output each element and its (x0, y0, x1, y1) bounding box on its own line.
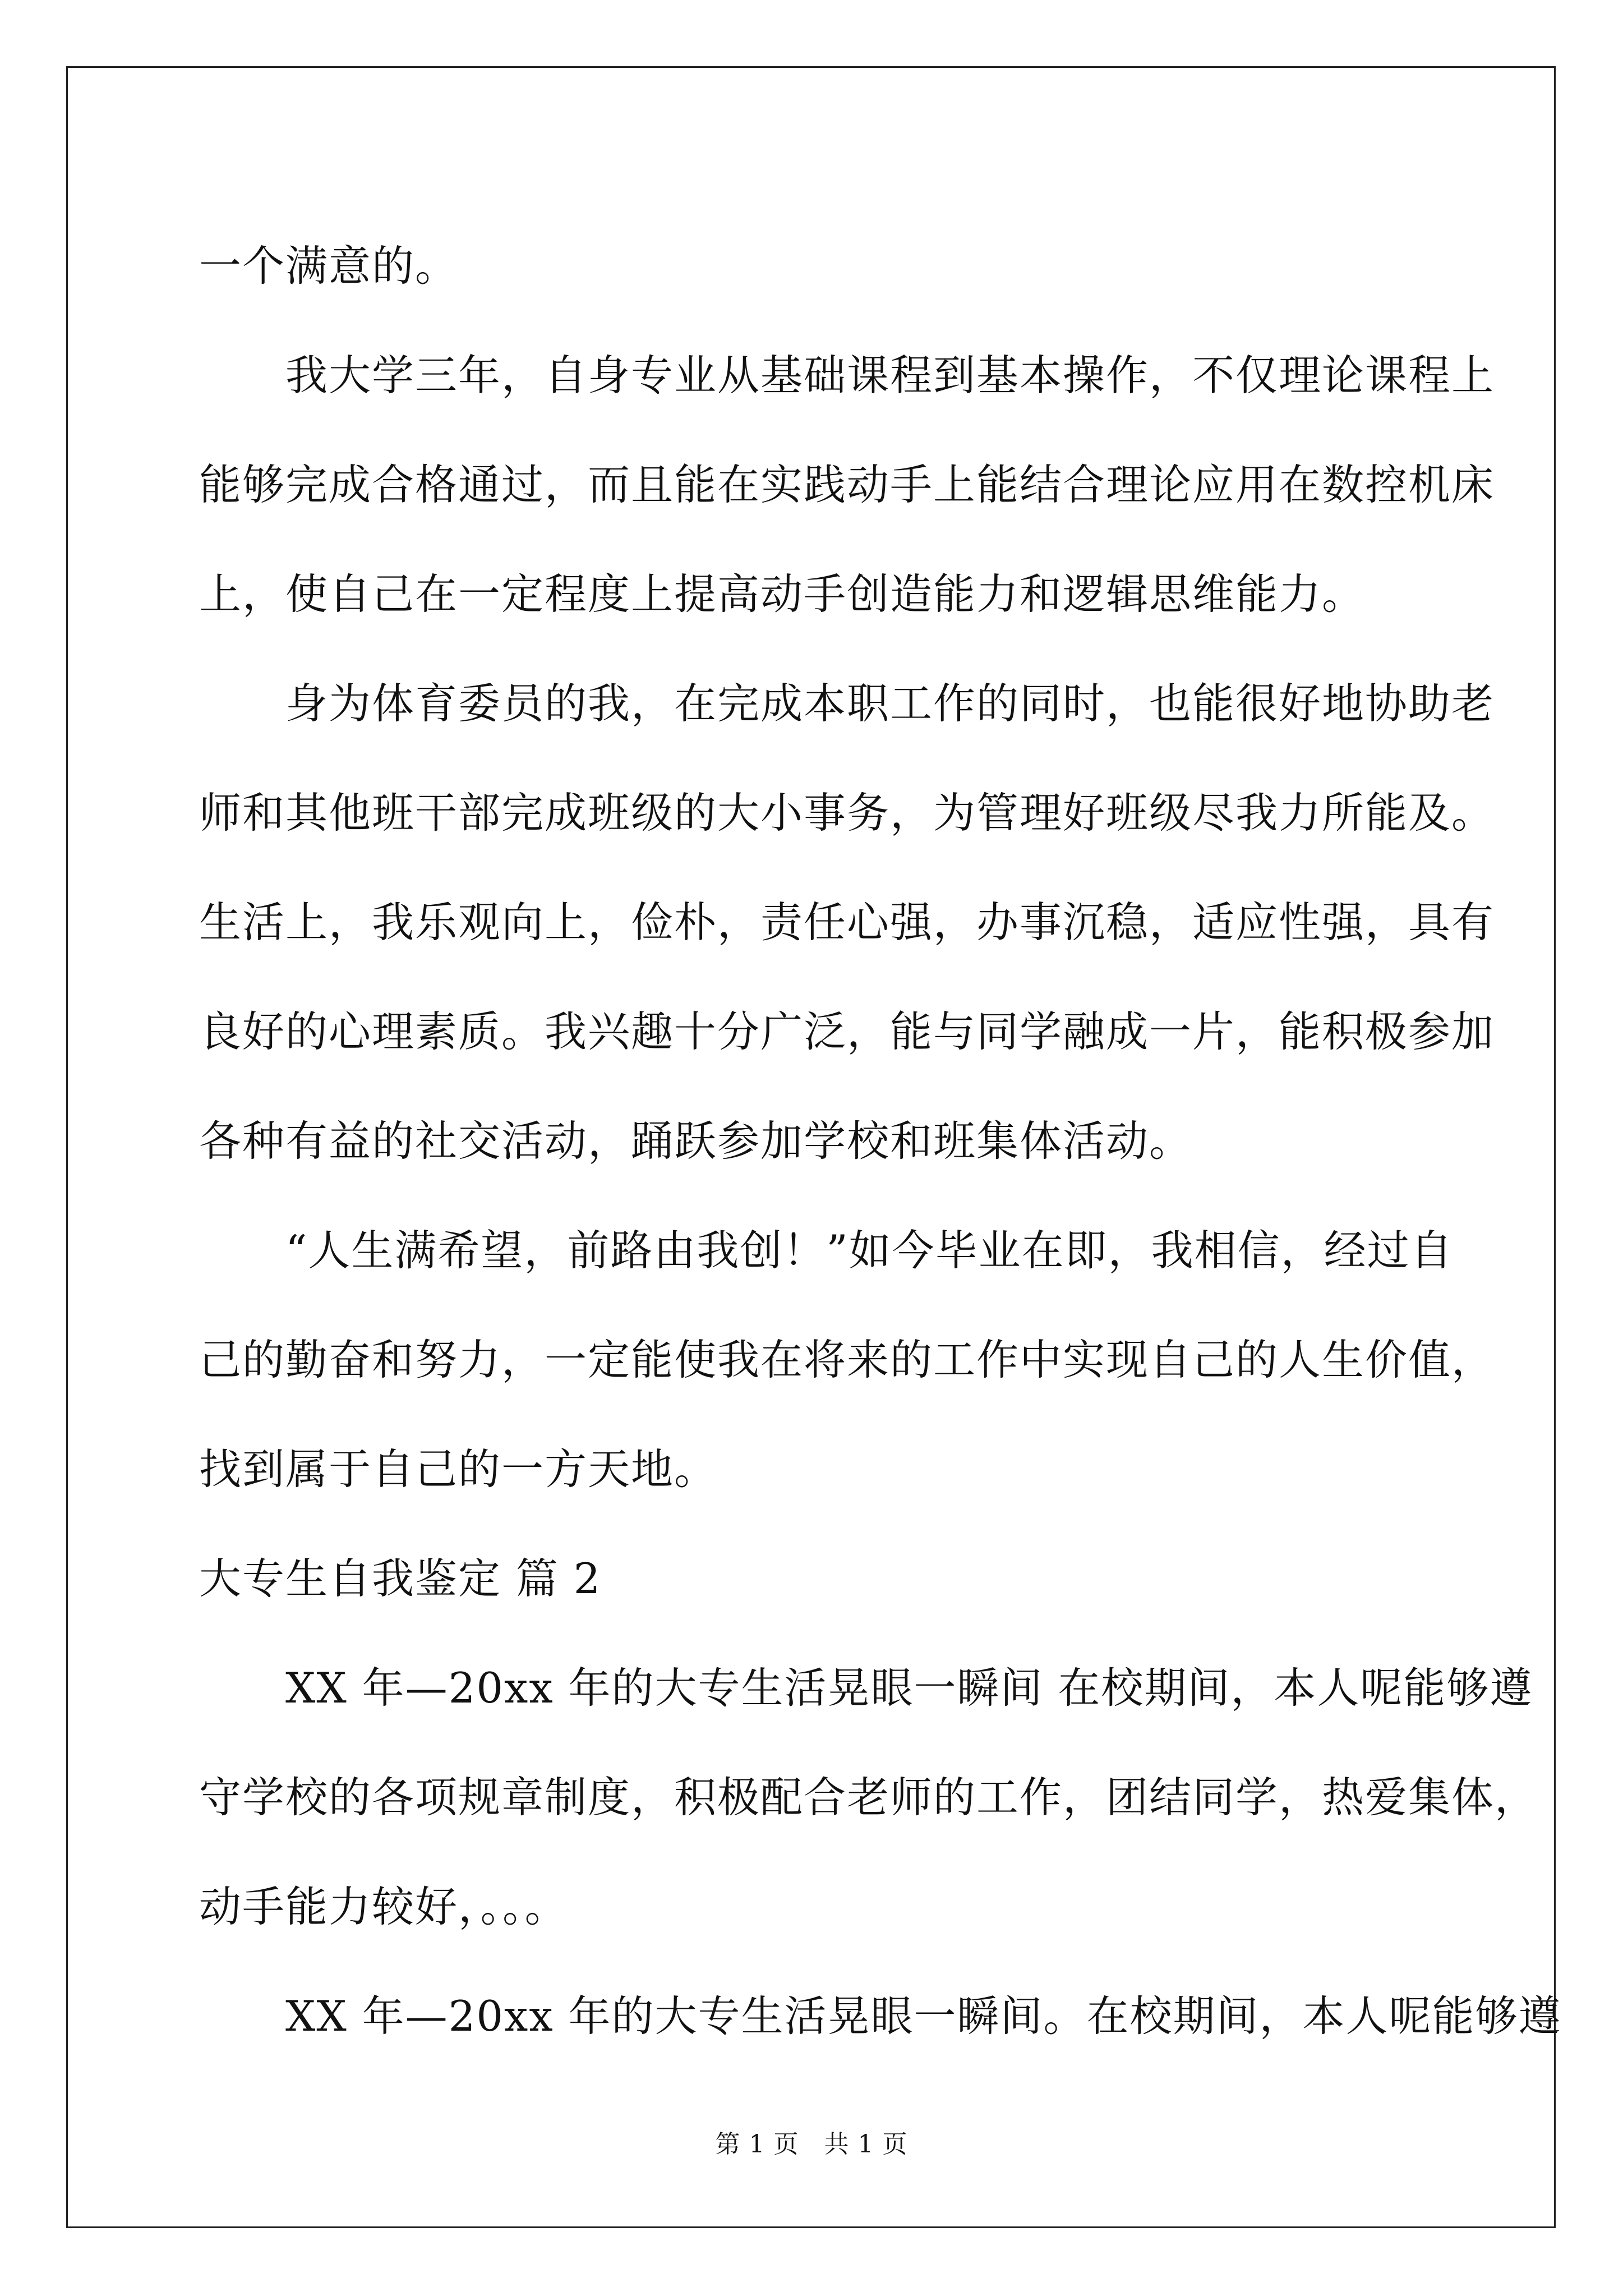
text-line: 良好的心理素质。我兴趣十分广泛，能与同学融成一片，能积极参加 (199, 1007, 1495, 1056)
text-line: 身为体育委员的我，在完成本职工作的同时，也能很好地协助老 (199, 679, 1495, 728)
text-line: XX 年—20xx 年的大专生活晃眼一瞬间。在校期间，本人呢能够遵 (199, 1991, 1562, 2041)
text-line: 动手能力较好，。。。 (199, 1882, 568, 1931)
text-line: 生活上，我乐观向上，俭朴，责任心强，办事沉稳，适应性强，具有 (199, 898, 1495, 947)
text-line: 能够完成合格通过，而且能在实践动手上能结合理论应用在数控机床 (199, 460, 1495, 509)
page-footer: 第 1 页 共 1 页 (715, 2130, 908, 2159)
text-line: 我大学三年，自身专业从基础课程到基本操作，不仅理论课程上 (199, 351, 1495, 400)
text-line: 找到属于自己的一方天地。 (199, 1444, 718, 1494)
text-line: “人生满希望，前路由我创！”如今毕业在即，我相信，经过自 (199, 1226, 1454, 1275)
text-line: XX 年—20xx 年的大专生活晃眼一瞬间 在校期间，本人呢能够遵 (199, 1663, 1533, 1713)
text-line: 师和其他班干部完成班级的大小事务，为管理好班级尽我力所能及。 (199, 788, 1495, 838)
document-body (199, 211, 1562, 2071)
section-heading: 大专生自我鉴定 篇 2 (199, 1554, 602, 1603)
text-line: 守学校的各项规章制度，积极配合老师的工作，团结同学，热爱集体， (199, 1773, 1538, 1822)
text-line: 一个满意的。 (199, 241, 459, 291)
text-line: 上，使自己在一定程度上提高动手创造能力和逻辑思维能力。 (199, 569, 1366, 619)
text-line: 各种有益的社交活动，踊跃参加学校和班集体活动。 (199, 1116, 1193, 1166)
text-line: 己的勤奋和努力，一定能使我在将来的工作中实现自己的人生价值， (199, 1335, 1495, 1384)
